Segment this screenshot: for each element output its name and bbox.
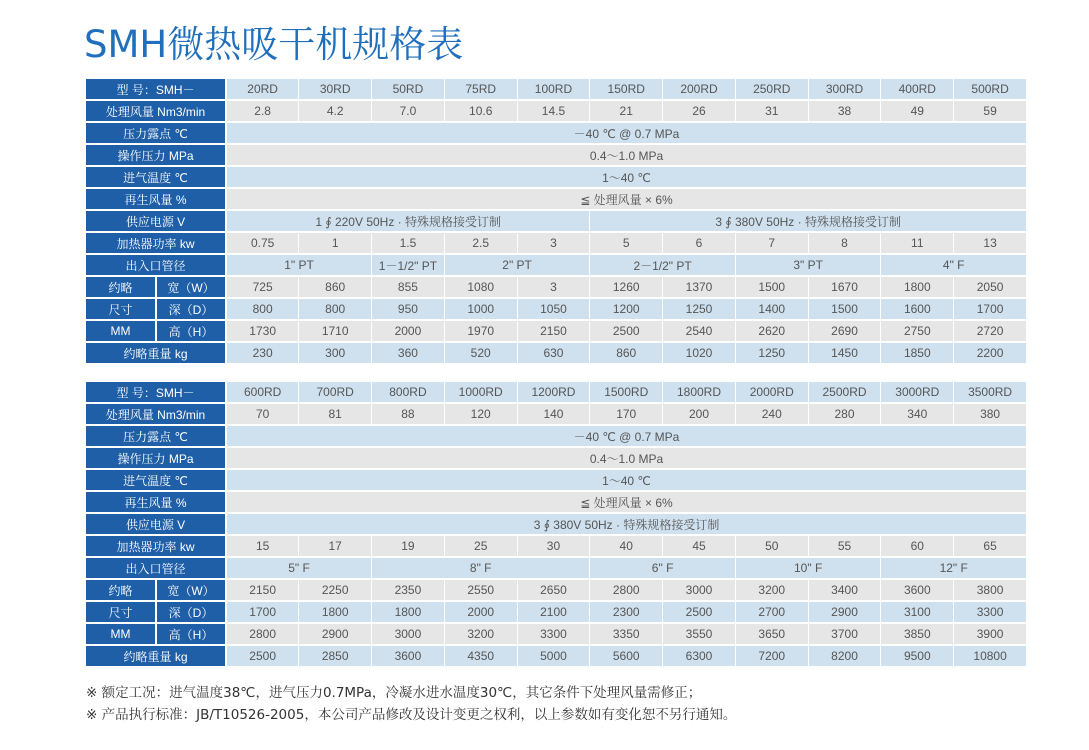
pressure-row: [86, 144, 1027, 166]
height-row: [86, 320, 1027, 342]
width-cell: 855: [372, 276, 445, 298]
heater-cell: 65: [954, 535, 1027, 557]
height-cell: 1710: [299, 320, 372, 342]
width-cell: 3400: [808, 579, 881, 601]
height-label: 高（H）: [156, 623, 226, 645]
width-cell: 1080: [444, 276, 517, 298]
flow-cell: 38: [808, 100, 881, 122]
width-cell: 1370: [663, 276, 736, 298]
width-cell: 1800: [881, 276, 954, 298]
power-value: 3 ∮ 380V 50Hz · 特殊规格接受订制: [590, 210, 1027, 232]
model-cell: 1800RD: [663, 382, 736, 403]
flow-cell: 2.8: [226, 100, 299, 122]
width-label: 宽（W）: [156, 579, 226, 601]
width-cell: 1670: [808, 276, 881, 298]
height-cell: 2800: [226, 623, 299, 645]
weight-cell: 360: [372, 342, 445, 364]
flow-row: [86, 403, 1027, 425]
height-cell: 3200: [444, 623, 517, 645]
size-label: 尺寸: [86, 601, 156, 623]
flow-label: 处理风量 Nm3/min: [86, 403, 226, 425]
inlet-temp-value: 1～40 ℃: [226, 166, 1026, 188]
depth-row: [86, 601, 1027, 623]
depth-cell: 1500: [808, 298, 881, 320]
depth-cell: 2300: [590, 601, 663, 623]
regen-value: ≦ 处理风量 × 6%: [226, 188, 1026, 210]
approx-label: 约略: [86, 579, 156, 601]
height-cell: 1730: [226, 320, 299, 342]
model-cell: 700RD: [299, 382, 372, 403]
depth-cell: 1700: [226, 601, 299, 623]
weight-cell: 2500: [226, 645, 299, 667]
weight-cell: 520: [444, 342, 517, 364]
height-cell: 3550: [663, 623, 736, 645]
depth-cell: 1600: [881, 298, 954, 320]
pressure-value: 0.4～1.0 MPa: [226, 447, 1026, 469]
height-cell: 3850: [881, 623, 954, 645]
flow-cell: 140: [517, 403, 590, 425]
depth-cell: 1400: [735, 298, 808, 320]
heater-row: [86, 232, 1027, 254]
heater-cell: 45: [663, 535, 736, 557]
heater-cell: 60: [881, 535, 954, 557]
flow-cell: 31: [735, 100, 808, 122]
height-cell: 2720: [954, 320, 1027, 342]
weight-cell: 10800: [954, 645, 1027, 667]
flow-cell: 7.0: [372, 100, 445, 122]
width-cell: 3000: [663, 579, 736, 601]
model-row: [86, 382, 1027, 403]
pipe-cell: 1－1/2" PT: [372, 254, 445, 276]
height-cell: 2540: [663, 320, 736, 342]
flow-cell: 280: [808, 403, 881, 425]
depth-cell: 950: [372, 298, 445, 320]
height-cell: 3900: [954, 623, 1027, 645]
weight-cell: 1250: [735, 342, 808, 364]
pipe-row: [86, 254, 1027, 276]
height-cell: 2500: [590, 320, 663, 342]
weight-cell: 8200: [808, 645, 881, 667]
regen-row: [86, 491, 1027, 513]
heater-cell: 6: [663, 232, 736, 254]
flow-cell: 120: [444, 403, 517, 425]
flow-cell: 340: [881, 403, 954, 425]
heater-cell: 1.5: [372, 232, 445, 254]
model-cell: 250RD: [735, 79, 808, 100]
weight-label: 约略重量 kg: [86, 645, 226, 667]
pipe-cell: 6" F: [590, 557, 736, 579]
model-cell: 30RD: [299, 79, 372, 100]
dew-value: －40 ℃ @ 0.7 MPa: [226, 122, 1026, 144]
width-cell: 2550: [444, 579, 517, 601]
depth-cell: 1800: [372, 601, 445, 623]
heater-cell: 17: [299, 535, 372, 557]
model-label: 型 号：SMH－: [86, 79, 226, 100]
heater-cell: 11: [881, 232, 954, 254]
width-cell: 3800: [954, 579, 1027, 601]
depth-cell: 2100: [517, 601, 590, 623]
model-cell: 150RD: [590, 79, 663, 100]
flow-cell: 81: [299, 403, 372, 425]
mm-label: MM: [86, 320, 156, 342]
model-cell: 2000RD: [735, 382, 808, 403]
spec-table-2: [86, 382, 1027, 668]
width-row: [86, 579, 1027, 601]
depth-cell: 2900: [808, 601, 881, 623]
power-label: 供应电源 V: [86, 513, 226, 535]
pipe-cell: 3" PT: [735, 254, 881, 276]
inlet-temp-label: 进气温度 ℃: [86, 469, 226, 491]
heater-cell: 0.75: [226, 232, 299, 254]
heater-cell: 8: [808, 232, 881, 254]
footnotes: [86, 682, 736, 726]
flow-label: 处理风量 Nm3/min: [86, 100, 226, 122]
spec-table-1: [86, 79, 1027, 365]
width-cell: 1260: [590, 276, 663, 298]
flow-cell: 70: [226, 403, 299, 425]
height-cell: 2750: [881, 320, 954, 342]
weight-cell: 2200: [954, 342, 1027, 364]
heater-cell: 15: [226, 535, 299, 557]
weight-cell: 860: [590, 342, 663, 364]
width-cell: 1500: [735, 276, 808, 298]
approx-label: 约略: [86, 276, 156, 298]
pipe-cell: 5" F: [226, 557, 372, 579]
flow-cell: 59: [954, 100, 1027, 122]
flow-row: [86, 100, 1027, 122]
height-cell: 2900: [299, 623, 372, 645]
heater-cell: 13: [954, 232, 1027, 254]
pipe-label: 出入口管径: [86, 254, 226, 276]
model-cell: 1500RD: [590, 382, 663, 403]
power-value: 1 ∮ 220V 50Hz · 特殊规格接受订制: [226, 210, 590, 232]
pipe-row: [86, 557, 1027, 579]
inlet-temp-row: [86, 469, 1027, 491]
weight-cell: 5000: [517, 645, 590, 667]
heater-cell: 19: [372, 535, 445, 557]
flow-cell: 49: [881, 100, 954, 122]
height-cell: 2000: [372, 320, 445, 342]
weight-cell: 1020: [663, 342, 736, 364]
flow-cell: 240: [735, 403, 808, 425]
height-label: 高（H）: [156, 320, 226, 342]
heater-cell: 7: [735, 232, 808, 254]
depth-cell: 2500: [663, 601, 736, 623]
width-cell: 2150: [226, 579, 299, 601]
model-label: 型 号：SMH－: [86, 382, 226, 403]
flow-cell: 14.5: [517, 100, 590, 122]
width-cell: 2250: [299, 579, 372, 601]
weight-cell: 1450: [808, 342, 881, 364]
width-row: [86, 276, 1027, 298]
height-cell: 2620: [735, 320, 808, 342]
pipe-cell: 2－1/2" PT: [590, 254, 736, 276]
flow-cell: 170: [590, 403, 663, 425]
model-cell: 50RD: [372, 79, 445, 100]
height-cell: 3650: [735, 623, 808, 645]
pressure-label: 操作压力 MPa: [86, 447, 226, 469]
heater-cell: 1: [299, 232, 372, 254]
depth-cell: 1700: [954, 298, 1027, 320]
weight-cell: 4350: [444, 645, 517, 667]
pressure-value: 0.4～1.0 MPa: [226, 144, 1026, 166]
flow-cell: 10.6: [444, 100, 517, 122]
depth-cell: 1250: [663, 298, 736, 320]
heater-cell: 30: [517, 535, 590, 557]
width-cell: 3200: [735, 579, 808, 601]
height-cell: 2150: [517, 320, 590, 342]
model-cell: 300RD: [808, 79, 881, 100]
dew-row: [86, 122, 1027, 144]
page-title: SMH微热吸干机规格表: [84, 23, 464, 66]
depth-cell: 1050: [517, 298, 590, 320]
height-cell: 3300: [517, 623, 590, 645]
depth-cell: 800: [299, 298, 372, 320]
heater-label: 加热器功率 kw: [86, 535, 226, 557]
flow-cell: 200: [663, 403, 736, 425]
height-cell: 3700: [808, 623, 881, 645]
width-cell: 3: [517, 276, 590, 298]
weight-label: 约略重量 kg: [86, 342, 226, 364]
mm-label: MM: [86, 623, 156, 645]
depth-cell: 800: [226, 298, 299, 320]
dew-row: [86, 425, 1027, 447]
model-cell: 600RD: [226, 382, 299, 403]
dew-label: 压力露点 ℃: [86, 425, 226, 447]
model-cell: 500RD: [954, 79, 1027, 100]
pressure-row: [86, 447, 1027, 469]
weight-cell: 9500: [881, 645, 954, 667]
heater-cell: 5: [590, 232, 663, 254]
regen-value: ≦ 处理风量 × 6%: [226, 491, 1026, 513]
model-row: [86, 79, 1027, 100]
depth-label: 深（D）: [156, 298, 226, 320]
depth-cell: 1000: [444, 298, 517, 320]
heater-cell: 50: [735, 535, 808, 557]
weight-cell: 2850: [299, 645, 372, 667]
model-cell: 3000RD: [881, 382, 954, 403]
weight-cell: 3600: [372, 645, 445, 667]
width-cell: 2650: [517, 579, 590, 601]
weight-row: [86, 645, 1027, 667]
pipe-cell: 8" F: [372, 557, 590, 579]
flow-cell: 88: [372, 403, 445, 425]
footnote: ※ 额定工况：进气温度38℃，进气压力0.7MPa，冷凝水进水温度30℃，其它条件下处理风量需修正；: [86, 685, 702, 701]
heater-row: [86, 535, 1027, 557]
depth-label: 深（D）: [156, 601, 226, 623]
width-cell: 2350: [372, 579, 445, 601]
height-cell: 3350: [590, 623, 663, 645]
regen-label: 再生风量 %: [86, 491, 226, 513]
model-cell: 400RD: [881, 79, 954, 100]
pipe-cell: 2" PT: [444, 254, 590, 276]
width-cell: 725: [226, 276, 299, 298]
power-value: 3 ∮ 380V 50Hz · 特殊规格接受订制: [226, 513, 1026, 535]
width-cell: 2800: [590, 579, 663, 601]
depth-cell: 3300: [954, 601, 1027, 623]
model-cell: 1200RD: [517, 382, 590, 403]
heater-cell: 3: [517, 232, 590, 254]
heater-label: 加热器功率 kw: [86, 232, 226, 254]
dew-label: 压力露点 ℃: [86, 122, 226, 144]
weight-cell: 230: [226, 342, 299, 364]
width-cell: 3600: [881, 579, 954, 601]
weight-cell: 630: [517, 342, 590, 364]
pipe-cell: 4" F: [881, 254, 1027, 276]
power-label: 供应电源 V: [86, 210, 226, 232]
heater-cell: 40: [590, 535, 663, 557]
width-label: 宽（W）: [156, 276, 226, 298]
flow-cell: 4.2: [299, 100, 372, 122]
model-cell: 2500RD: [808, 382, 881, 403]
inlet-temp-label: 进气温度 ℃: [86, 166, 226, 188]
model-cell: 75RD: [444, 79, 517, 100]
weight-row: [86, 342, 1027, 364]
inlet-temp-row: [86, 166, 1027, 188]
depth-cell: 1200: [590, 298, 663, 320]
pipe-label: 出入口管径: [86, 557, 226, 579]
model-cell: 1000RD: [444, 382, 517, 403]
weight-cell: 5600: [590, 645, 663, 667]
height-row: [86, 623, 1027, 645]
pipe-cell: 12" F: [881, 557, 1027, 579]
footnote: ※ 产品执行标准：JB/T10526-2005，本公司产品修改及设计变更之权利，以上参数如有变化恕不另行通知。: [86, 707, 737, 723]
size-label: 尺寸: [86, 298, 156, 320]
heater-cell: 2.5: [444, 232, 517, 254]
model-cell: 3500RD: [954, 382, 1027, 403]
heater-cell: 55: [808, 535, 881, 557]
height-cell: 3000: [372, 623, 445, 645]
model-cell: 800RD: [372, 382, 445, 403]
weight-cell: 7200: [735, 645, 808, 667]
weight-cell: 1850: [881, 342, 954, 364]
height-cell: 2690: [808, 320, 881, 342]
height-cell: 1970: [444, 320, 517, 342]
depth-row: [86, 298, 1027, 320]
model-cell: 100RD: [517, 79, 590, 100]
power-row: [86, 513, 1027, 535]
flow-cell: 21: [590, 100, 663, 122]
pipe-cell: 10" F: [735, 557, 881, 579]
power-row: [86, 210, 1027, 232]
dew-value: －40 ℃ @ 0.7 MPa: [226, 425, 1026, 447]
depth-cell: 2700: [735, 601, 808, 623]
depth-cell: 1800: [299, 601, 372, 623]
pressure-label: 操作压力 MPa: [86, 144, 226, 166]
weight-cell: 6300: [663, 645, 736, 667]
inlet-temp-value: 1～40 ℃: [226, 469, 1026, 491]
regen-label: 再生风量 %: [86, 188, 226, 210]
depth-cell: 2000: [444, 601, 517, 623]
weight-cell: 300: [299, 342, 372, 364]
pipe-cell: 1" PT: [226, 254, 372, 276]
flow-cell: 380: [954, 403, 1027, 425]
flow-cell: 26: [663, 100, 736, 122]
regen-row: [86, 188, 1027, 210]
model-cell: 20RD: [226, 79, 299, 100]
width-cell: 2050: [954, 276, 1027, 298]
heater-cell: 25: [444, 535, 517, 557]
width-cell: 860: [299, 276, 372, 298]
depth-cell: 3100: [881, 601, 954, 623]
model-cell: 200RD: [663, 79, 736, 100]
